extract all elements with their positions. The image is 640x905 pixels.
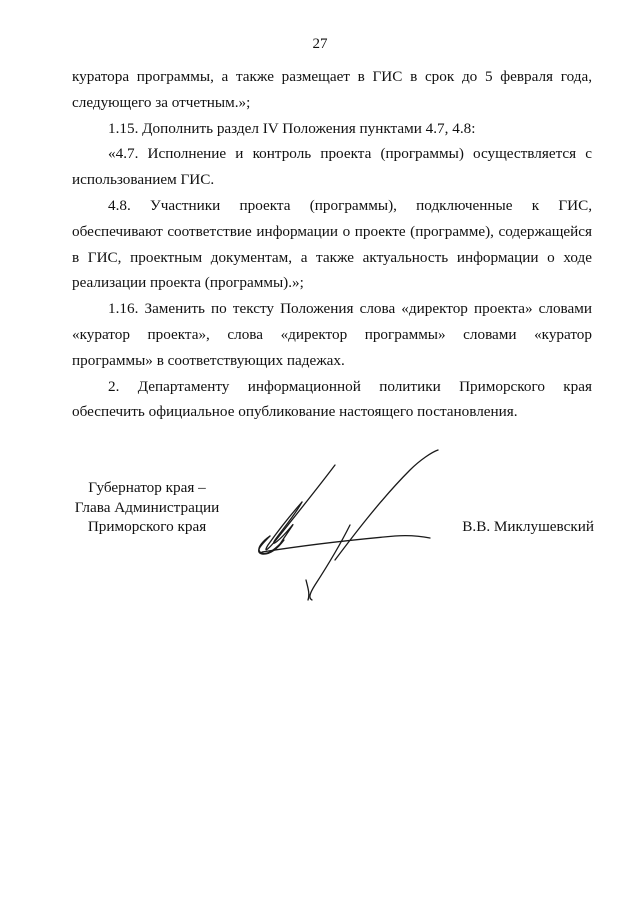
signer-position (72, 478, 222, 537)
signature-stroke (306, 580, 309, 600)
paragraph-continuation: куратора программы, а также размещает в ГИС в срок до 5 февраля года, следующего за отчетным.»; (72, 68, 592, 111)
paragraph-4-7: «4.7. Исполнение и контроль проекта (программы) осуществляется с использованием ГИС. (72, 145, 592, 189)
handwritten-signature (240, 440, 460, 610)
signature-stroke (262, 536, 430, 552)
paragraph-1-15: 1.15. Дополнить раздел IV Положения пунктами 4.7, 4.8: (108, 119, 476, 137)
paragraph-4-8: 4.8. Участники проекта (программы), подключенные к ГИС, обеспечивают соответствие информации о проекте (программе), содержащейся в ГИС, проектным документам, а также актуальность информации о ходе реализации проекта (программы).»; (72, 196, 592, 292)
signature-stroke (335, 450, 438, 560)
signer-position-line: Глава Администрации (74, 498, 220, 516)
signer-name: В.В. Миклушевский (462, 518, 594, 535)
page-number: 27 (312, 36, 328, 52)
paragraph-1-16: 1.16. Заменить по тексту Положения слова «директор проекта» словами «куратор проекта», слова «директор программы» словами «куратор программы» в соответствующих падежах. (72, 300, 592, 369)
signature-stroke (310, 525, 350, 600)
signer-position-line: Губернатор края – (88, 479, 206, 496)
paragraph-2: 2. Департаменту информационной политики Приморского края обеспечить официальное опубликование настоящего постановления. (72, 377, 592, 421)
signer-position-line: Приморского края (87, 518, 207, 535)
signature-stroke (266, 465, 335, 550)
